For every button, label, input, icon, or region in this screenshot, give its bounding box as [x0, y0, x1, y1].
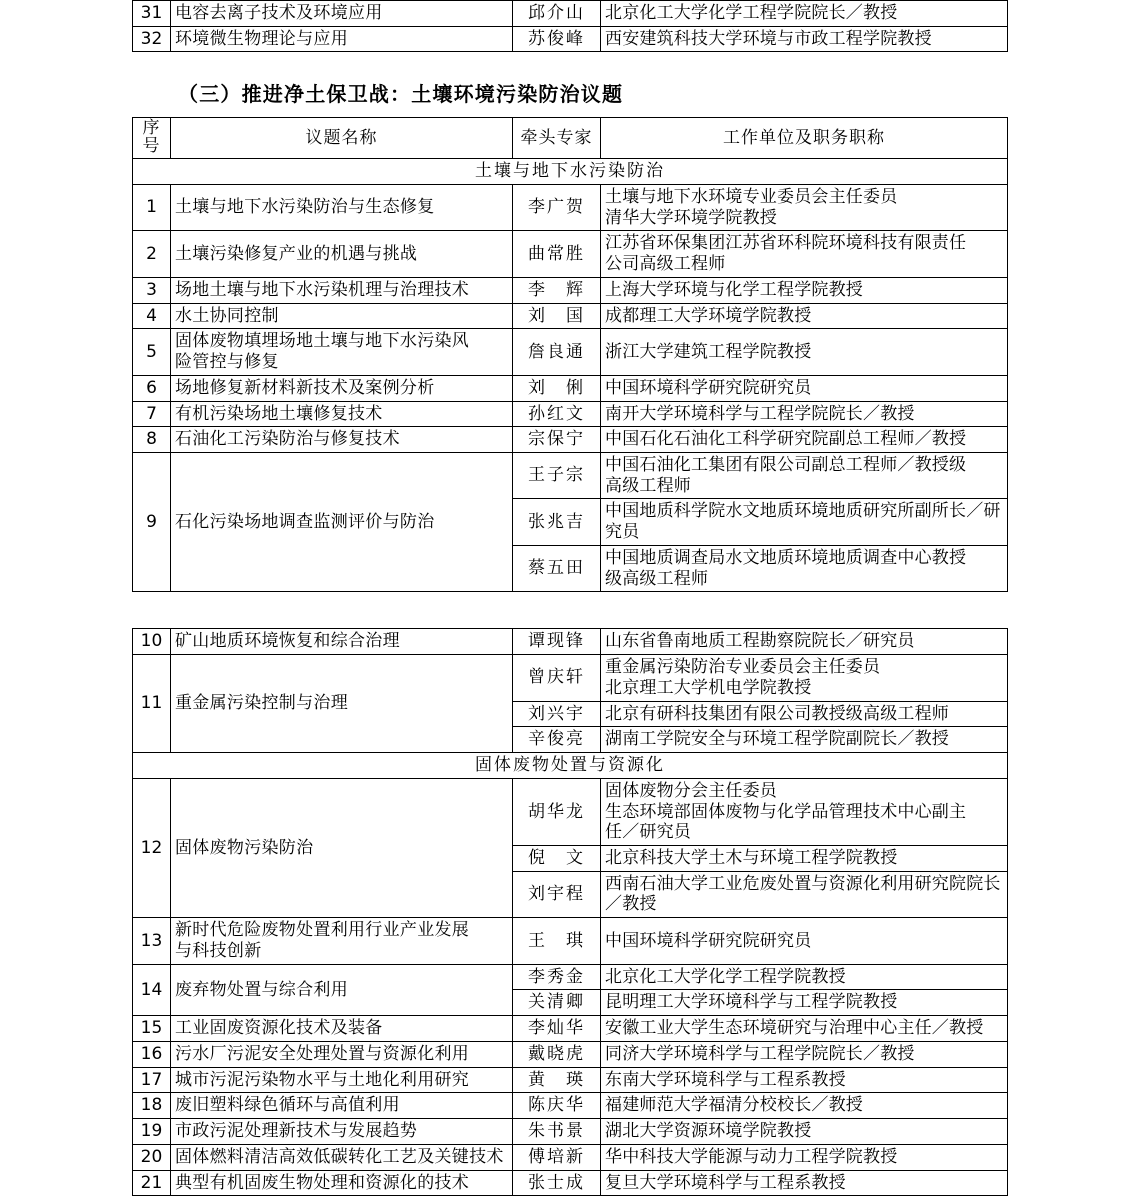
cell-expert: 戴晓虎	[513, 1041, 601, 1067]
cell-seq: 2	[133, 231, 171, 277]
subsection-title-row	[133, 753, 1008, 779]
table-row	[133, 1, 1008, 27]
table-row	[133, 1016, 1008, 1042]
table-row	[133, 277, 1008, 303]
cell-expert: 李 辉	[513, 277, 601, 303]
cell-topic: 石化污染场地调查监测评价与防治	[171, 452, 513, 591]
cell-expert: 张士成	[513, 1170, 601, 1196]
cell-affiliation: 成都理工大学环境学院教授	[601, 303, 1008, 329]
column-header-topic: 议题名称	[171, 118, 513, 159]
table-row	[133, 629, 1008, 655]
cell-seq: 7	[133, 401, 171, 427]
cell-affiliation: 安徽工业大学生态环境研究与治理中心主任／教授	[601, 1016, 1008, 1042]
table-row	[133, 964, 1008, 990]
cell-topic: 固体燃料清洁高效低碳转化工艺及关键技术	[171, 1144, 513, 1170]
cell-topic: 新时代危险废物处置利用行业产业发展 与科技创新	[171, 918, 513, 964]
cell-topic: 电容去离子技术及环境应用	[171, 1, 513, 27]
cell-expert: 倪 文	[513, 845, 601, 871]
cell-affiliation: 重金属污染防治专业委员会主任委员 北京理工大学机电学院教授	[601, 655, 1008, 701]
table-row	[133, 452, 1008, 498]
cell-topic: 废弃物处置与综合利用	[171, 964, 513, 1015]
cell-expert: 李广贺	[513, 184, 601, 230]
cell-expert: 朱书景	[513, 1119, 601, 1145]
cell-expert: 曾庆轩	[513, 655, 601, 701]
cell-expert: 蔡五田	[513, 545, 601, 591]
cell-seq: 19	[133, 1119, 171, 1145]
cell-affiliation: 山东省鲁南地质工程勘察院院长／研究员	[601, 629, 1008, 655]
cell-expert: 詹良通	[513, 329, 601, 375]
cell-seq: 8	[133, 427, 171, 453]
cell-affiliation: 同济大学环境科学与工程学院院长／教授	[601, 1041, 1008, 1067]
table-row	[133, 375, 1008, 401]
cell-affiliation: 昆明理工大学环境科学与工程学院教授	[601, 990, 1008, 1016]
cell-affiliation: 西安建筑科技大学环境与市政工程学院教授	[601, 26, 1008, 52]
cell-seq: 32	[133, 26, 171, 52]
cell-affiliation: 中国石油化工集团有限公司副总工程师／教授级 高级工程师	[601, 452, 1008, 498]
table-soil-topics	[132, 117, 1008, 592]
cell-topic: 石油化工污染防治与修复技术	[171, 427, 513, 453]
cell-expert: 刘 国	[513, 303, 601, 329]
cell-topic: 场地修复新材料新技术及案例分析	[171, 375, 513, 401]
cell-affiliation: 中国石化石油化工科学研究院副总工程师／教授	[601, 427, 1008, 453]
cell-topic: 环境微生物理论与应用	[171, 26, 513, 52]
table-row	[133, 918, 1008, 964]
table-row	[133, 1170, 1008, 1196]
column-header-seq	[133, 118, 171, 159]
cell-seq: 4	[133, 303, 171, 329]
cell-expert: 张兆吉	[513, 499, 601, 545]
cell-affiliation: 南开大学环境科学与工程学院院长／教授	[601, 401, 1008, 427]
cell-expert: 苏俊峰	[513, 26, 601, 52]
cell-affiliation: 华中科技大学能源与动力工程学院教授	[601, 1144, 1008, 1170]
cell-topic: 废旧塑料绿色循环与高值利用	[171, 1093, 513, 1119]
table-continued-body	[133, 629, 1008, 1196]
cell-seq: 15	[133, 1016, 171, 1042]
table-row	[133, 231, 1008, 277]
cell-affiliation: 复旦大学环境科学与工程系教授	[601, 1170, 1008, 1196]
table-row	[133, 303, 1008, 329]
table-row	[133, 329, 1008, 375]
cell-seq: 31	[133, 1, 171, 27]
table-row	[133, 427, 1008, 453]
cell-topic: 城市污泥污染物水平与土地化利用研究	[171, 1067, 513, 1093]
cell-seq: 9	[133, 452, 171, 591]
cell-expert: 王 琪	[513, 918, 601, 964]
cell-topic: 有机污染场地土壤修复技术	[171, 401, 513, 427]
cell-expert: 孙红文	[513, 401, 601, 427]
table-row	[133, 778, 1008, 845]
cell-seq: 5	[133, 329, 171, 375]
cell-expert: 刘兴宇	[513, 701, 601, 727]
cell-affiliation: 中国环境科学研究院研究员	[601, 375, 1008, 401]
cell-seq: 16	[133, 1041, 171, 1067]
cell-expert: 刘 俐	[513, 375, 601, 401]
table-row	[133, 1041, 1008, 1067]
cell-affiliation: 湖南工学院安全与环境工程学院副院长／教授	[601, 727, 1008, 753]
cell-topic: 水土协同控制	[171, 303, 513, 329]
cell-topic: 土壤污染修复产业的机遇与挑战	[171, 231, 513, 277]
cell-affiliation: 福建师范大学福清分校校长／教授	[601, 1093, 1008, 1119]
cell-expert: 黄 瑛	[513, 1067, 601, 1093]
table-row	[133, 1093, 1008, 1119]
cell-affiliation: 浙江大学建筑工程学院教授	[601, 329, 1008, 375]
cell-affiliation: 北京有研科技集团有限公司教授级高级工程师	[601, 701, 1008, 727]
cell-affiliation: 中国地质科学院水文地质环境地质研究所副所长／研究员	[601, 499, 1008, 545]
cell-affiliation: 上海大学环境与化学工程学院教授	[601, 277, 1008, 303]
column-header-affiliation: 工作单位及职务职称	[601, 118, 1008, 159]
table-row	[133, 401, 1008, 427]
cell-expert: 胡华龙	[513, 778, 601, 845]
cell-topic: 土壤与地下水污染防治与生态修复	[171, 184, 513, 230]
subsection-title: 固体废物处置与资源化	[133, 753, 1008, 779]
cell-affiliation: 江苏省环保集团江苏省环科院环境科技有限责任 公司高级工程师	[601, 231, 1008, 277]
cell-seq: 20	[133, 1144, 171, 1170]
cell-expert: 谭现锋	[513, 629, 601, 655]
cell-topic: 工业固废资源化技术及装备	[171, 1016, 513, 1042]
cell-seq: 10	[133, 629, 171, 655]
cell-topic: 固体废物污染防治	[171, 778, 513, 917]
cell-seq: 21	[133, 1170, 171, 1196]
table-soil-body	[133, 118, 1008, 592]
cell-seq: 18	[133, 1093, 171, 1119]
cell-affiliation: 土壤与地下水环境专业委员会主任委员 清华大学环境学院教授	[601, 184, 1008, 230]
cell-seq: 12	[133, 778, 171, 917]
table-row	[133, 1067, 1008, 1093]
table-top-body	[133, 1, 1008, 52]
cell-expert: 关清卿	[513, 990, 601, 1016]
cell-topic: 场地土壤与地下水污染机理与治理技术	[171, 277, 513, 303]
cell-affiliation: 中国地质调查局水文地质环境地质调查中心教授 级高级工程师	[601, 545, 1008, 591]
cell-topic: 重金属污染控制与治理	[171, 655, 513, 753]
cell-expert: 宗保宁	[513, 427, 601, 453]
cell-seq: 11	[133, 655, 171, 753]
cell-topic: 市政污泥处理新技术与发展趋势	[171, 1119, 513, 1145]
cell-topic: 典型有机固废生物处理和资源化的技术	[171, 1170, 513, 1196]
cell-seq: 13	[133, 918, 171, 964]
subsection-title: 土壤与地下水污染防治	[133, 159, 1008, 185]
cell-seq: 6	[133, 375, 171, 401]
cell-expert: 刘宇程	[513, 871, 601, 917]
cell-affiliation: 北京化工大学化学工程学院教授	[601, 964, 1008, 990]
section-heading: （三）推进净土保卫战：土壤环境污染防治议题	[178, 82, 624, 107]
table-row	[133, 655, 1008, 701]
cell-affiliation: 中国环境科学研究院研究员	[601, 918, 1008, 964]
cell-expert: 李灿华	[513, 1016, 601, 1042]
cell-expert: 王子宗	[513, 452, 601, 498]
seq-line-2: 号	[142, 136, 161, 157]
cell-expert: 陈庆华	[513, 1093, 601, 1119]
table-soil-topics-continued	[132, 628, 1008, 1196]
cell-expert: 李秀金	[513, 964, 601, 990]
table-row	[133, 1119, 1008, 1145]
cell-expert: 邱介山	[513, 1, 601, 27]
table-row	[133, 1144, 1008, 1170]
cell-affiliation: 固体废物分会主任委员 生态环境部固体废物与化学品管理技术中心副主 任／研究员	[601, 778, 1008, 845]
cell-topic: 矿山地质环境恢复和综合治理	[171, 629, 513, 655]
cell-seq: 3	[133, 277, 171, 303]
cell-topic: 固体废物填埋场地土壤与地下水污染风 险管控与修复	[171, 329, 513, 375]
cell-expert: 傅培新	[513, 1144, 601, 1170]
cell-seq: 14	[133, 964, 171, 1015]
cell-affiliation: 北京化工大学化学工程学院院长／教授	[601, 1, 1008, 27]
column-header-expert: 牵头专家	[513, 118, 601, 159]
cell-affiliation: 西南石油大学工业危废处置与资源化利用研究院院长／教授	[601, 871, 1008, 917]
cell-expert: 曲常胜	[513, 231, 601, 277]
cell-affiliation: 东南大学环境科学与工程系教授	[601, 1067, 1008, 1093]
cell-seq: 1	[133, 184, 171, 230]
cell-affiliation: 北京科技大学土木与环境工程学院教授	[601, 845, 1008, 871]
cell-topic: 污水厂污泥安全处理处置与资源化利用	[171, 1041, 513, 1067]
cell-affiliation: 湖北大学资源环境学院教授	[601, 1119, 1008, 1145]
subsection-title-row	[133, 159, 1008, 185]
cell-seq: 17	[133, 1067, 171, 1093]
table-header-row	[133, 118, 1008, 159]
seq-line-1: 序	[142, 118, 161, 139]
table-previous-section-fragment	[132, 0, 1008, 52]
cell-expert: 辛俊亮	[513, 727, 601, 753]
table-row	[133, 26, 1008, 52]
table-row	[133, 184, 1008, 230]
